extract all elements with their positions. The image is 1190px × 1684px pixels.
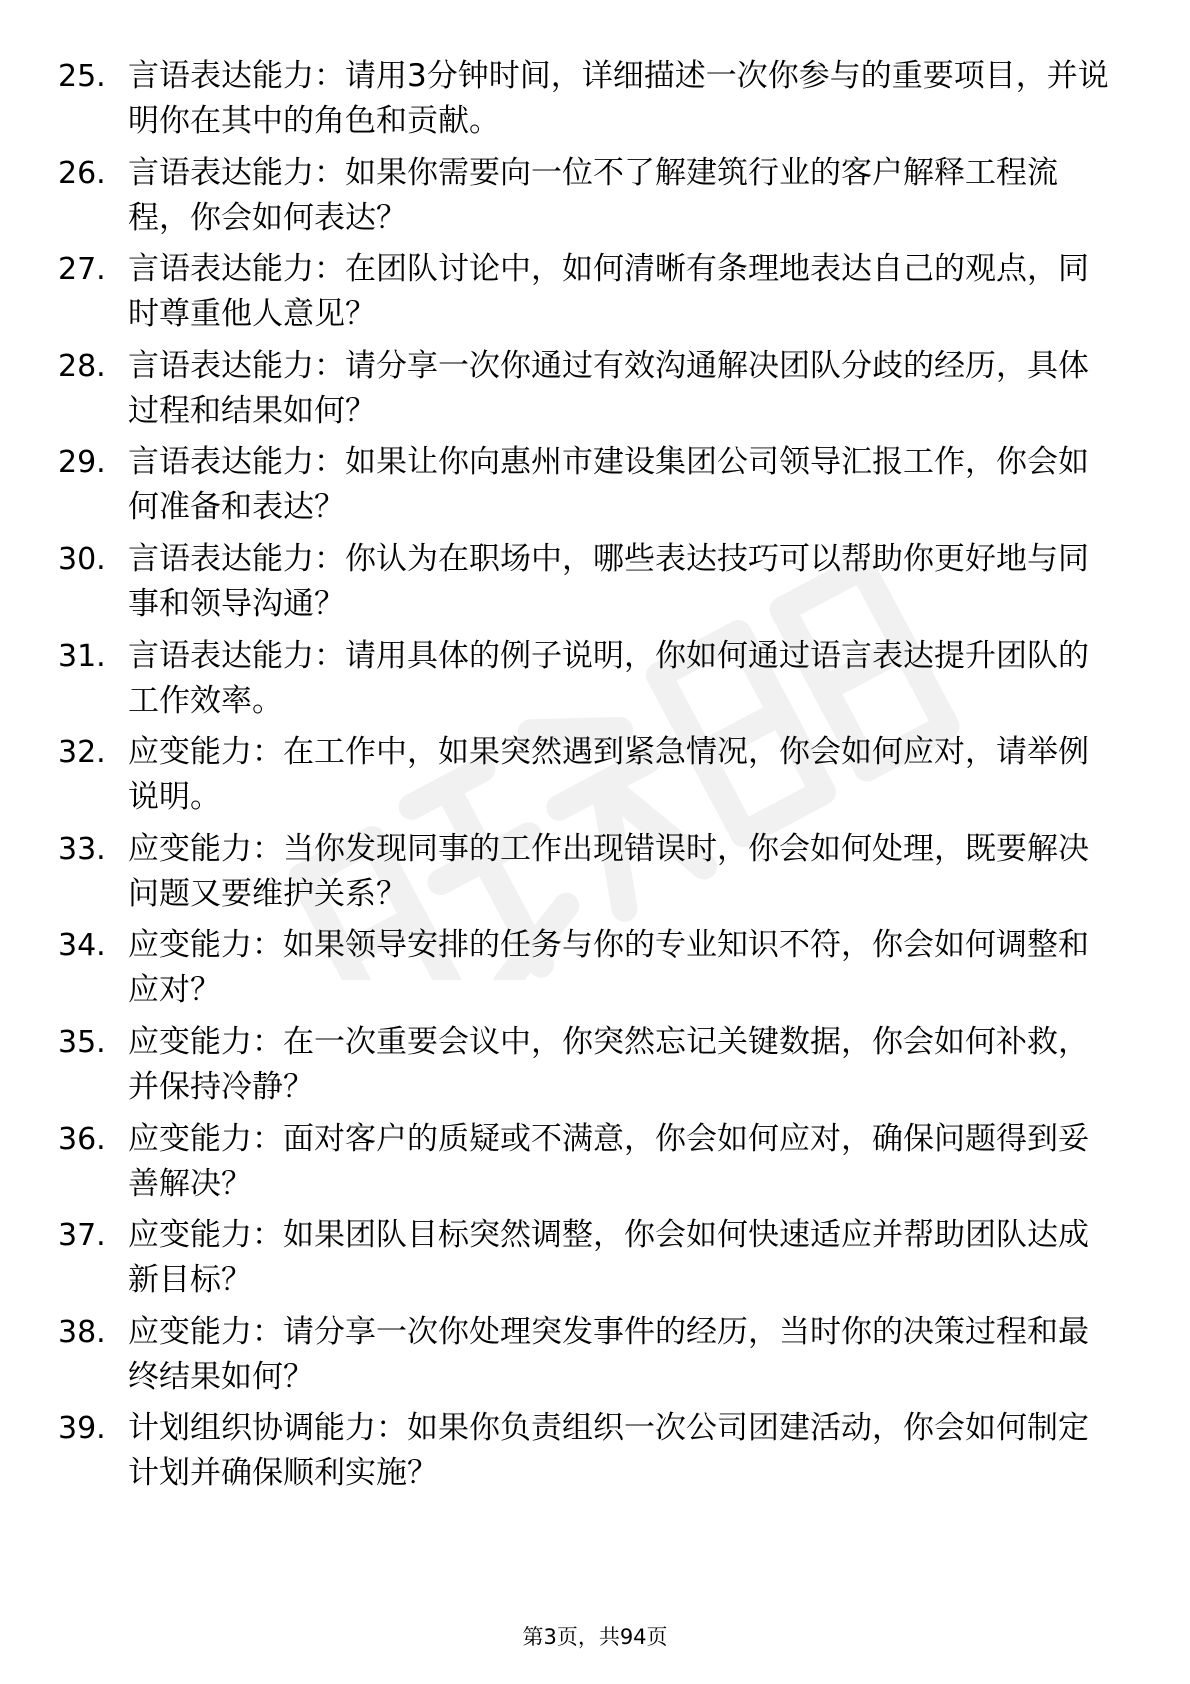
question-list — [0, 48, 1190, 1497]
question-number: 28. — [58, 348, 106, 384]
question-item — [0, 1014, 1190, 1111]
question-text: 应变能力：如果领导安排的任务与你的专业知识不符，你会如何调整和应对？ — [128, 927, 1089, 1009]
question-number: 27. — [58, 252, 106, 288]
question-item — [0, 628, 1190, 725]
question-text: 应变能力：在工作中，如果突然遇到紧急情况，你会如何应对，请举例说明。 — [128, 734, 1089, 816]
question-item — [0, 48, 1190, 145]
question-number: 31. — [58, 638, 106, 674]
question-text: 应变能力：当你发现同事的工作出现错误时，你会如何处理，既要解决问题又要维护关系？ — [128, 830, 1089, 912]
question-item — [0, 434, 1190, 531]
question-number: 29. — [58, 445, 106, 481]
question-text: 应变能力：如果团队目标突然调整，你会如何快速适应并帮助团队达成新目标？ — [128, 1217, 1089, 1299]
question-text: 言语表达能力：你认为在职场中，哪些表达技巧可以帮助你更好地与同事和领导沟通？ — [128, 540, 1089, 622]
question-text: 应变能力：面对客户的质疑或不满意，你会如何应对，确保问题得到妥善解决？ — [128, 1120, 1089, 1202]
question-item — [0, 917, 1190, 1014]
question-number: 34. — [58, 928, 106, 964]
question-number: 38. — [58, 1314, 106, 1350]
question-item — [0, 145, 1190, 242]
question-text: 言语表达能力：在团队讨论中，如何清晰有条理地表达自己的观点，同时尊重他人意见？ — [128, 251, 1089, 333]
question-item — [0, 1400, 1190, 1497]
question-text: 言语表达能力：请用3分钟时间，详细描述一次你参与的重要项目，并说明你在其中的角色和贡献。 — [128, 58, 1109, 139]
question-text: 言语表达能力：请分享一次你通过有效沟通解决团队分歧的经历，具体过程和结果如何？ — [128, 347, 1089, 429]
question-number: 36. — [58, 1121, 106, 1157]
question-item — [0, 1207, 1190, 1304]
question-text: 计划组织协调能力：如果你负责组织一次公司团建活动，你会如何制定计划并确保顺利实施？ — [128, 1410, 1089, 1492]
question-item — [0, 241, 1190, 338]
question-number: 37. — [58, 1218, 106, 1254]
question-item — [0, 1111, 1190, 1208]
question-text: 言语表达能力：如果你需要向一位不了解建筑行业的客户解释工程流程，你会如何表达？ — [128, 154, 1058, 236]
question-item — [0, 1304, 1190, 1401]
question-number: 33. — [58, 831, 106, 867]
question-item — [0, 821, 1190, 918]
question-text: 应变能力：请分享一次你处理突发事件的经历，当时你的决策过程和最终结果如何？ — [128, 1313, 1089, 1395]
question-number: 25. — [58, 59, 106, 94]
question-item — [0, 338, 1190, 435]
page-number-footer: 第3页，共94页 — [522, 1625, 668, 1649]
question-number: 30. — [58, 541, 106, 577]
question-number: 39. — [58, 1411, 106, 1447]
question-item — [0, 724, 1190, 821]
question-text: 应变能力：在一次重要会议中，你突然忘记关键数据，你会如何补救，并保持冷静？ — [128, 1023, 1089, 1105]
question-number: 32. — [58, 735, 106, 771]
question-number: 35. — [58, 1024, 106, 1060]
question-text: 言语表达能力：如果让你向惠州市建设集团公司领导汇报工作，你会如何准备和表达？ — [128, 444, 1089, 526]
question-number: 26. — [58, 155, 106, 191]
question-text: 言语表达能力：请用具体的例子说明，你如何通过语言表达提升团队的工作效率。 — [128, 637, 1089, 719]
question-item — [0, 531, 1190, 628]
